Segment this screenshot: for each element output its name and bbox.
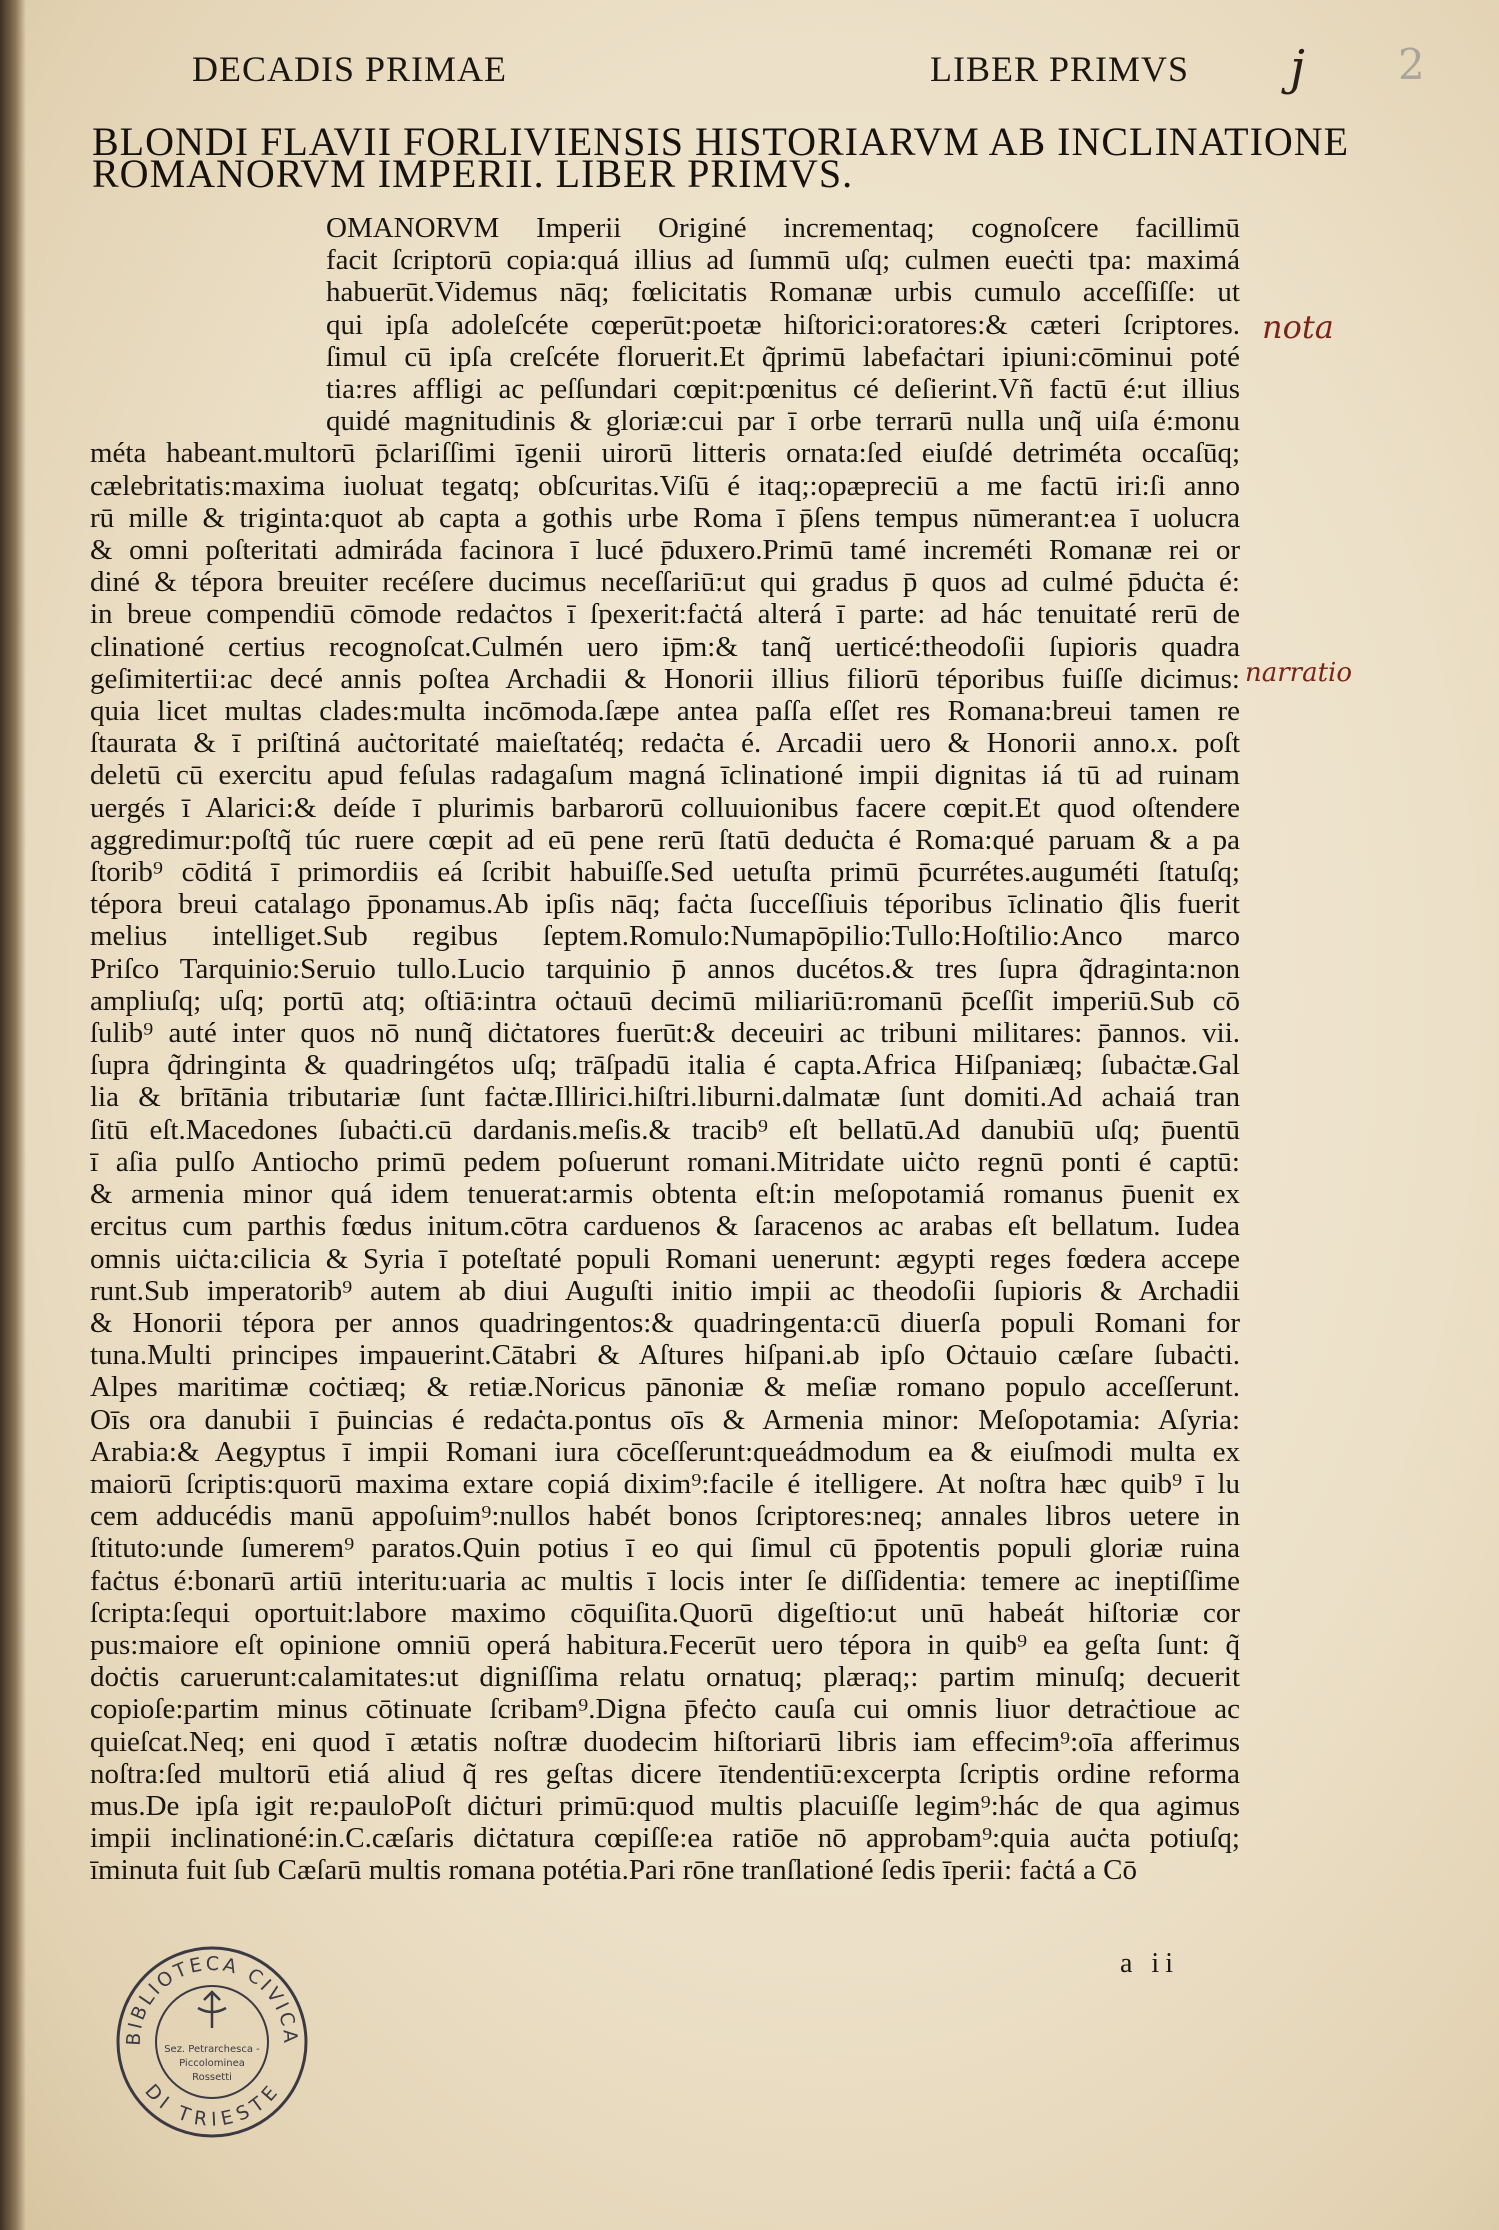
folio-pencil-number: 2 [1398,40,1425,89]
text-line: tia:res affligi ac peſſundari cœpit:pœnitus cé deſierint.Vñ factū é:ut illius [326,373,1240,406]
text-line: Alpes maritimæ coċtiæq; & retiæ.Noricus pānoniæ & meſiæ romano populo acceſſerunt. [90,1371,1240,1404]
folio-ink-number: j [1290,40,1305,96]
text-line: méta habeant.multorū p̄clariſſimi īgenii uirorū litteris ornata:ſed eiuſdé detriméta occaſūq; [90,437,1240,470]
text-line: cem adducédis manū appoſuim⁹:nullos habét bonos ſcriptores:neq; annales libros uetere in [90,1500,1240,1533]
text-line: uergés ī Alarici:& deíde ī plurimis barbarorū colluuionibus facere cœpit.Et quod oſtendere [90,791,1240,824]
text-line: doċtis caruerunt:calamitates:ut digniſſima relatu ornatuq; plæraq;: partim minuſq; decuerit [90,1661,1240,1694]
text-line: ampliuſq; uſq; portū atq; oſtiā:intra oċtauū decimū miliariū:romanū p̄ceſſit imperiū.Sub cō [90,984,1240,1017]
text-line: ſupra q̃dringinta & quadringétos uſq; trāſpadū italia é capta.Africa Hiſpaniæq; ſubaċtæ.Gal [90,1049,1240,1082]
text-line: & Honorii tépora per annos quadringentos:& quadringenta:cū diuerſa populi Romani for [90,1306,1240,1339]
text-line: Arabia:& Aegyptus ī impii Romani iura cōceſſerunt:queádmodum ea & eiuſmodi multa ex [90,1435,1240,1468]
text-line: ſulib⁹ auté inter quos nō nunq̃ diċtatores fuerūt:& deceuiri ac tribuni militares: p̄annos. vii. [90,1017,1240,1050]
text-line: ſcripta:ſequi oportuit:labore maximo cōquiſita.Quorū digeſtio:ut unū habeát hiſtoriæ cor [90,1596,1240,1629]
text-line: maiorū ſcriptis:quorū maxima extare copiá dixim⁹:facile é itelligere. At noſtra hæc quib⁹ ī lu [90,1467,1240,1500]
text-line: clinationé certius recognoſcat.Culmén uero ip̄m:& tanq̃ uerticé:theodoſii ſupioris quadra [90,630,1240,663]
text-line: deletū cū exercitu apud feſulas radagaſum magná īclinationé impii dignitas iá tū ad ruinam [90,759,1240,792]
text-line: & omni poſteritati admiráda facinora ī lucé p̄duxero.Primū tamé increméti Romanæ rei or [90,534,1240,567]
text-line: copioſe:partim minus cōtinuate ſcribam⁹.Digna p̄feċto cauſa cui omnis liuor detraċtioue ac [90,1693,1240,1726]
book-title-line-1: BLONDI FLAVII FORLIVIENSIS HISTORIARVM AB INCLINATIONE [92,119,1350,164]
text-line: pus:maiore eſt opinione omniū operá habitura.Fecerūt uero tépora in quib⁹ ea geſta ſunt: q̃ [90,1628,1240,1661]
marginal-note-narratio: narratio [1245,658,1353,688]
text-line: OMANORVM Imperii Originé incrementaq; cognoſcere facillimū [326,212,1240,244]
text-line: īminuta fuit ſub Cæſarū multis romana potétia.Pari rōne tranſlationé ſedis īperii: faċtá a Cō [90,1854,1137,1887]
stamp-inner-line-2: Piccolominea [179,2058,245,2069]
text-line: cælebritatis:maxima iuoluat tegatq; obſcuritas.Viſū é itaq;:opæpreciū a me factū iri:ſi anno [90,469,1240,502]
running-head-left: DECADIS PRIMAE [192,49,508,89]
text-line: impii inclinationé:in.C.cæſaris diċtatura cœpiſſe:ea ratiōe nō approbam⁹:quia auċta potiuſq; [90,1822,1240,1855]
stamp-inner-line-1: Sez. Petrarchesca - [164,2044,260,2055]
stamp-halberd-emblem [198,1992,226,2028]
running-head-right: LIBER PRIMVS [930,49,1190,89]
library-stamp [112,1942,312,2142]
text-line: omnis uiċta:cilicia & Syria ī poteſtaté populi Romani uenerunt: ægypti reges fœdera accepe [90,1242,1240,1275]
text-line: in breue compendiū cōmode redaċtos ī ſpexerit:faċtá alterá ī parte: ad hác tenuitaté rerū de [90,598,1240,631]
body-text [90,212,1240,1887]
text-line: quidé magnitudinis & gloriæ:cui par ī orbe terrarū nulla unq̃ uiſa é:monu [326,405,1240,438]
text-line: ſitū eſt.Macedones ſubaċti.cū dardanis.meſis.& tracib⁹ eſt bellatū.Ad danubiū uſq; p̄uentū [90,1113,1240,1146]
text-line: ercitus cum parthis fœdus initum.cōtra carduenos & ſaracenos ac arabas eſt bellatum. Iudea [90,1210,1240,1243]
text-line: mus.De ipſa igit re:pauloPoſt diċturi primū:quod multis placuiſſe legim⁹:hác de qua agimus [90,1789,1240,1822]
signature-mark: a ii [1120,1948,1179,1979]
text-line: habuerūt.Videmus nāq; fœlicitatis Romanæ urbis cumulo acceſſiſſe: ut [326,276,1240,309]
text-line: lia & brītānia tributariæ ſunt faċtæ.Illirici.hiſtri.liburni.dalmatæ ſunt domiti.Ad achaiá tran [90,1081,1240,1114]
text-line: tuna.Multi principes impauerint.Cātabri & Aſtures hiſpani.ab ipſo Oċtauio cæſare ſubaċti. [90,1339,1240,1372]
stamp-inner-line-3: Rossetti [192,2072,232,2083]
text-line: ſtorib⁹ cōditá ī primordiis eá ſcribit habuiſſe.Sed uetuſta primū p̄currétes.auguméti ſtatuſq; [90,856,1240,889]
text-line: melius intelliget.Sub regibus ſeptem.Romulo:Numapōpilio:Tullo:Hoſtilio:Anco marco [90,920,1240,953]
text-line: & armenia minor quá idem tenuerat:armis obtenta eſt:in meſopotamiá romanus p̄uenit ex [90,1178,1240,1211]
binding-gutter [0,0,26,2230]
text-line: tépora breui catalago p̄ponamus.Ab ipſis nāq; faċta ſucceſſiuis téporibus īclinatio q̃lis fuerit [90,888,1240,921]
stamp-bottom-text: DI TRIESTE [140,2080,284,2131]
text-line: quia licet multas clades:multa incōmoda.ſæpe antea paſſa eſſet res Romana:breui tamen re [90,695,1240,728]
text-line: aggredimur:poſtq̃ túc ruere cœpit ad eū pene rerū ſtatū deduċta é Roma:qué paruam & a pa [90,823,1240,856]
text-line: ſtituto:unde ſumerem⁹ paratos.Quin potius ī eo qui ſimul cū p̄potentis populi gloriæ ruina [90,1532,1240,1565]
text-line: qui ipſa adoleſcéte cœperūt:poetæ hiſtorici:oratores:& cæteri ſcriptores. [326,308,1240,341]
text-line: noſtra:ſed multorū etiá aliud q̃ res geſtas dicere ītendentiū:excerpta ſcriptis ordine reforma [90,1757,1240,1790]
text-line: ſtaurata & ī priſtiná auċtoritaté maieſtatéq; redaċta é. Arcadii uero & Honorii anno.x. poſt [90,727,1240,760]
book-title-line-2: ROMANORVM IMPERII. LIBER PRIMVS. [92,151,854,196]
text-line: ī aſia pulſo Antiocho primū pedem poſuerunt romani.Mitridate uiċto regnū ponti é captū: [90,1145,1240,1178]
text-line: Priſco Tarquinio:Seruio tullo.Lucio tarquinio p̄ annos ducétos.& tres ſupra q̃draginta:non [90,952,1240,985]
text-line: diné & tépora breuiter recéſere ducimus neceſſariū:ut qui gradus p̄ quos ad culmé p̄duċta é: [90,566,1240,599]
text-line: quieſcat.Neq; eni quod ī ætatis noſtræ duodecim hiſtoriarū libris iam effecim⁹:oīa afferimus [90,1725,1240,1758]
text-line: ſimul cū ipſa creſcéte floruerit.Et q̃primū labefaċtari ipiuni:cōminui poté [326,340,1240,373]
text-line: runt.Sub imperatorib⁹ autem ab diui Auguſti initio impii ac theodoſii ſupioris & Archadii [90,1274,1240,1307]
text-line: facit ſcriptorū copia:quá illius ad ſummū uſq; culmen eueċti tpa: maximá [326,244,1240,277]
stamp-top-text: BIBLIOTECA CIVICA [122,1952,302,2047]
text-line: Oīs ora danubii ī p̄uincias é redaċta.pontus oīs & Armenia minor: Meſopotamia: Aſyria: [90,1403,1240,1436]
text-line: faċtus é:bonarū artiū interitu:uaria ac multis ī locis inter ſe diſſidentia: temere ac ineptiſſime [90,1564,1240,1597]
marginal-note-nota: nota [1262,308,1334,346]
text-line: geſimitertii:ac decé annis poſtea Archadii & Honorii illius filiorū téporibus fuiſſe dicimus: [90,662,1240,695]
text-line: rū mille & triginta:quot ab capta a gothis urbe Roma ī p̄ſens tempus nūmerant:ea ī uolucra [90,501,1240,534]
